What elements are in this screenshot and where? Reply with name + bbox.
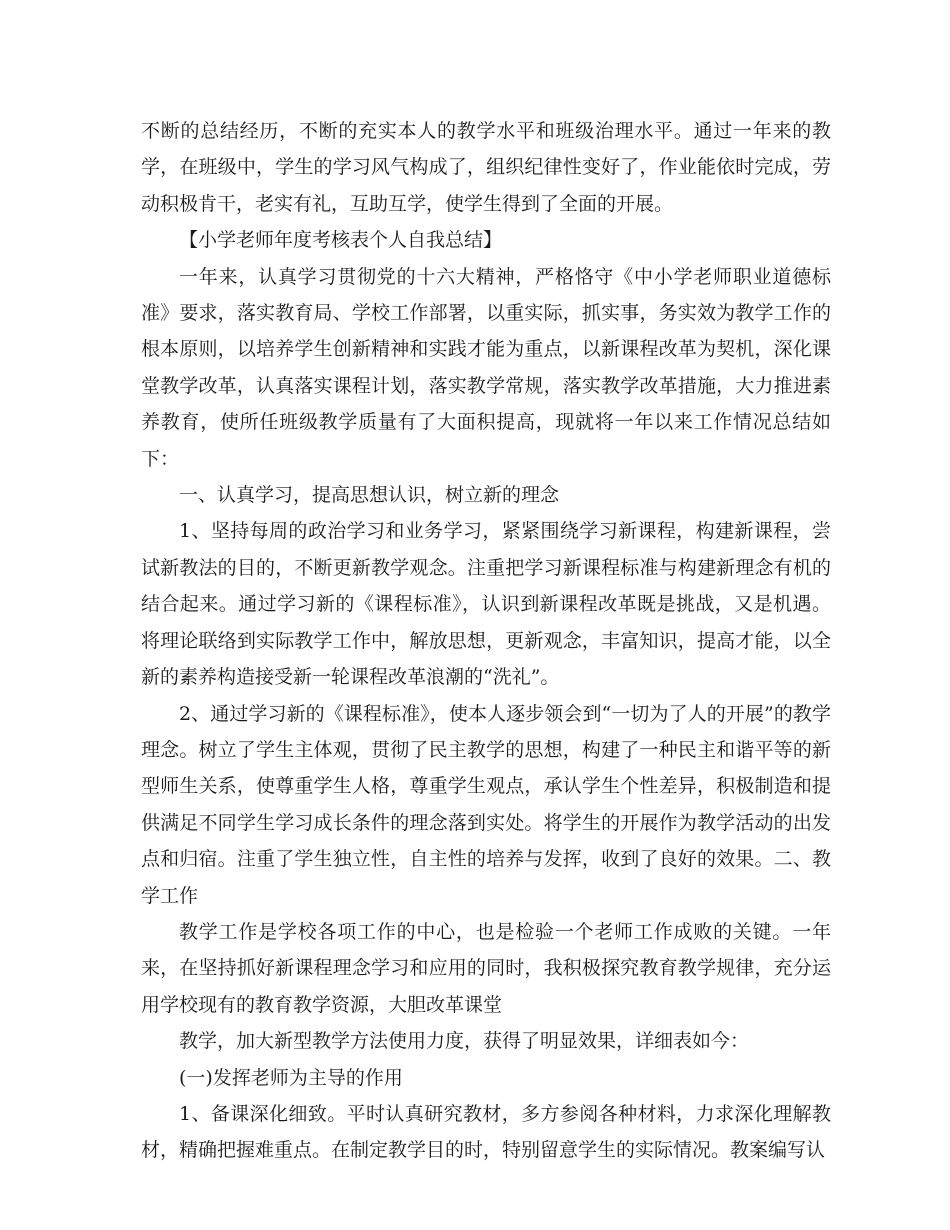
paragraph-intro: 一年来，认真学习贯彻党的十六大精神，严格恪守《中小学老师职业道德标准》要求，落实教育局、学校工作部署，以重实际，抓实事，务实效为教学工作的根本原则，以培养学生创新精神和实践才能为重点，以新课程改革为契机，深化课堂教学改革，认真落实课程计划，落实教学常规，落实教学改革措施，大力推进素养教育，使所任班级教学质量有了大面积提高，现就将一年以来工作情况总结如下： bbox=[141, 265, 831, 470]
paragraph-1: 不断的总结经历，不断的充实本人的教学水平和班级治理水平。通过一年来的教学，在班级中，学生的学习风气构成了，组织纪律性变好了，作业能依时完成，劳动积极肯干，老实有礼，互助互学，使学生得到了全面的开展。 bbox=[141, 120, 831, 215]
paragraph-teaching-continued: 教学，加大新型教学方法使用力度，获得了明显效果，详细表如今： bbox=[179, 1030, 750, 1053]
section-title-1: 一、认真学习，提高思想认识，树立新的理念 bbox=[179, 484, 560, 507]
subsection-title: (一)发挥老师为主导的作用 bbox=[179, 1066, 403, 1089]
section-heading: 【小学老师年度考核表个人自我总结】 bbox=[179, 229, 503, 252]
paragraph-item-2: 2、通过学习新的《课程标准》，使本人逐步领会到“一切为了人的开展”的教学理念。树立了学生主体观，贯彻了民主教学的思想，构建了一种民主和谐平等的新型师生关系，使尊重学生人格，尊重学生观点，承认学生个性差异，积极制造和提供满足不同学生学习成长条件的理念落到实处。将学生的开展作为教学活动的出发点和归宿。注重了学生独立性，自主性的培养与发挥，收到了良好的效果。二、教学工作 bbox=[141, 702, 831, 907]
paragraph-teaching-work: 教学工作是学校各项工作的中心，也是检验一个老师工作成败的关键。一年来，在坚持抓好新课程理念学习和应用的同时，我积极探究教育教学规律，充分运用学校现有的教育教学资源，大胆改革课堂 bbox=[141, 920, 831, 1016]
paragraph-item-1: 1、坚持每周的政治学习和业务学习，紧紧围绕学习新课程，构建新课程，尝试新教法的目的，不断更新教学观念。注重把学习新课程标准与构建新理念有机的结合起来。通过学习新的《课程标准》，认识到新课程改革既是挑战，又是机遇。将理论联络到实际教学工作中，解放思想，更新观念，丰富知识，提高才能，以全新的素养构造接受新一轮课程改革浪潮的“洗礼”。 bbox=[141, 520, 831, 689]
paragraph-lesson-prep: 1、备课深化细致。平时认真研究教材，多方参阅各种材料，力求深化理解教材，精确把握难重点。在制定教学目的时，特别留意学生的实际情况。教案编写认 bbox=[141, 1102, 831, 1162]
document-body bbox=[141, 113, 831, 1169]
